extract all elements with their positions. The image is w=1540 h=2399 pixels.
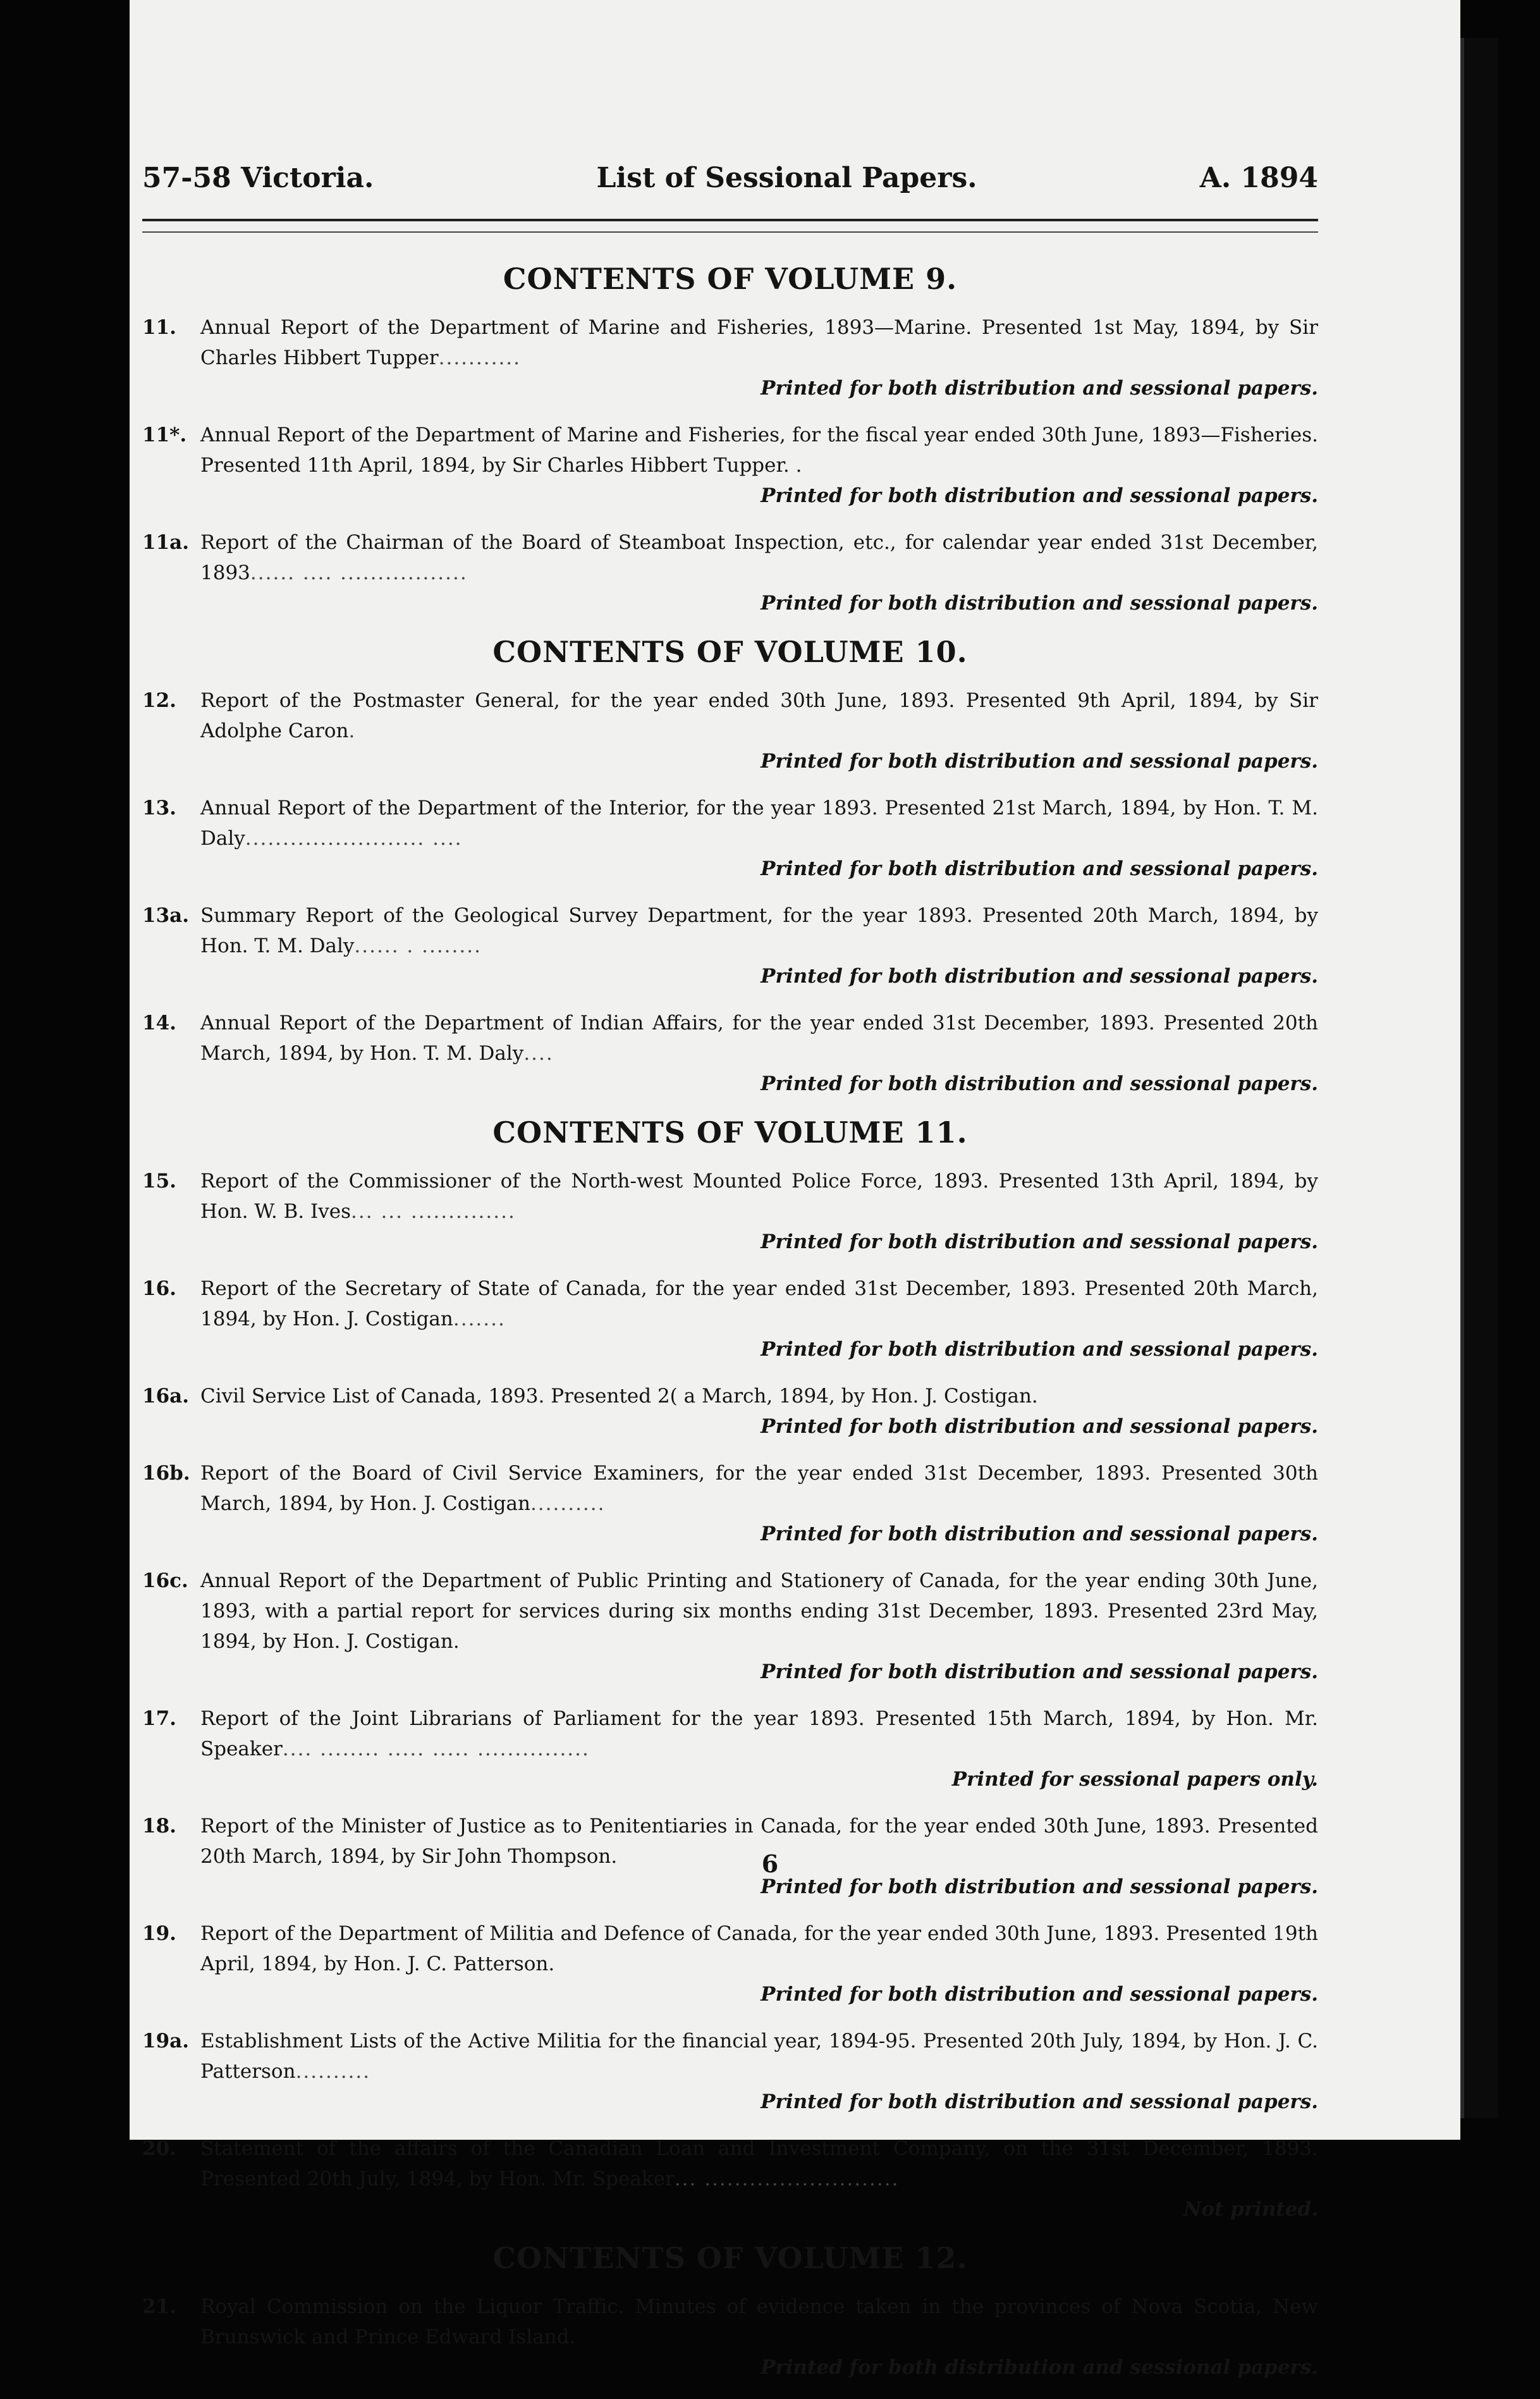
dot-leader: ...... . ........ — [354, 935, 482, 957]
dot-leader: ...... .... ................. — [250, 561, 468, 584]
printing-note: Not printed. — [1183, 2198, 1318, 2221]
paper-entry — [142, 1703, 1318, 1795]
volume-heading: CONTENTS OF VOLUME 10. — [492, 635, 968, 669]
paper-number: 16a. — [142, 1385, 190, 1408]
printing-note: Printed for both distribution and sessional papers. — [761, 1230, 1318, 1253]
dot-leader: ... .......................... — [674, 2168, 900, 2190]
printing-note: Printed for both distribution and sessional papers. — [761, 1338, 1318, 1361]
paper-entry — [142, 420, 1318, 511]
paper-entry — [142, 2292, 1318, 2383]
header-rule — [142, 219, 1318, 233]
paper-description-block — [200, 1458, 1318, 1549]
paper-number: 11. — [142, 316, 176, 339]
paper-description: Report of the Postmaster General, for the year ended 30th June, 1893. Presented 9th April, 1894, by Sir Adolphe Caron — [200, 689, 1318, 742]
contents-body — [142, 253, 1318, 2399]
volume-heading: CONTENTS OF VOLUME 9. — [503, 262, 958, 296]
paper-entry — [142, 1566, 1318, 1687]
paper-description: Annual Report of the Department of Public Printing and Stationery of Canada, for the year ending 30th June, 1893, with a partial report for services during six months ending 31st December, 1893. Presented 23rd May, 1894, by Hon. J. Costigan. — [200, 1569, 1318, 1653]
paper-description-block — [200, 420, 1318, 511]
printing-note: Printed for both distribution and sessional papers. — [761, 750, 1318, 773]
paper-number: 16c. — [142, 1569, 188, 1592]
paper-number: 19a. — [142, 2030, 190, 2052]
paper-number: 16. — [142, 1277, 176, 1300]
paper-number: 13a. — [142, 904, 190, 927]
dot-leader: .... ........ ..... ..... ............... — [282, 1738, 590, 1760]
printing-note: Printed for both distribution and sessional papers. — [761, 1072, 1318, 1095]
dot-leader: ....... — [453, 1308, 506, 1330]
paper-description: Report of the Commissioner of the North-west Mounted Police Force, 1893. Presented 13th April, 1894, by Hon. W. B. Ives — [200, 1170, 1318, 1223]
paper-description-block — [200, 1918, 1318, 2009]
paper-description-block — [200, 527, 1318, 618]
paper-description-block — [200, 1703, 1318, 1795]
paper-entry — [142, 1381, 1318, 1442]
paper-description: Report of the Secretary of State of Canada, for the year ended 31st December, 1893. Presented 20th March, 1894, by Hon. J. Costigan — [200, 1277, 1318, 1330]
paper-entry — [142, 2133, 1318, 2224]
printing-note: Printed for both distribution and sessional papers. — [761, 1415, 1318, 1438]
dot-leader: .......... — [530, 1492, 606, 1515]
paper-description-block — [200, 1273, 1318, 1365]
paper-description: Statement of the affairs of the Canadian Loan and Investment Company, on the 31st December, 1893. Presented 20th July, 1894, by Hon. Mr. Speaker — [200, 2137, 1318, 2190]
printing-note: Printed for both distribution and sessional papers. — [761, 1983, 1318, 2006]
printing-note: Printed for both distribution and sessional papers. — [761, 1660, 1318, 1683]
paper-description: Annual Report of the Department of Indian Affairs, for the year ended 31st December, 1893. Presented 20th March, 1894, by Hon. T. M. Daly — [200, 1012, 1318, 1065]
paper-entry — [142, 2026, 1318, 2117]
paper-description-block — [200, 1008, 1318, 1099]
paper-number: 14. — [142, 1012, 176, 1034]
printing-note: Printed for both distribution and sessional papers. — [761, 592, 1318, 615]
dot-leader: ... ... .............. — [351, 1200, 516, 1223]
paper-number: 11*. — [142, 424, 187, 446]
paper-description-block — [200, 793, 1318, 884]
paper-description: Summary Report of the Geological Survey Department, for the year 1893. Presented 20th March, 1894, by Hon. T. M. Daly — [200, 904, 1318, 957]
paper-description: Report of the Department of Militia and Defence of Canada, for the year ended 30th June, 1893. Presented 19th April, 1894, by Hon. J. C. Patterson. — [200, 1922, 1318, 1975]
paper-number: 18. — [142, 1815, 176, 1838]
dot-leader: .......... — [295, 2060, 371, 2083]
paper-description: Annual Report of the Department of Marine and Fisheries, for the fiscal year ended 30th June, 1893—Fisheries. Presented 11th April, 1894, by Sir Charles Hibbert Tupper. . — [200, 424, 1318, 477]
printing-note: Printed for both distribution and sessional papers. — [761, 1523, 1318, 1545]
paper-entry — [142, 1273, 1318, 1365]
paper-number: 16b. — [142, 1462, 190, 1485]
paper-number: 17. — [142, 1707, 176, 1730]
page-number: 6 — [761, 1850, 779, 1878]
dot-leader: ........... — [438, 347, 522, 369]
paper-description-block — [200, 1381, 1318, 1442]
volume-heading: CONTENTS OF VOLUME 12. — [492, 2241, 968, 2275]
paper-entry — [142, 793, 1318, 884]
paper-description-block — [200, 685, 1318, 776]
paper-number: 19. — [142, 1922, 176, 1945]
dot-leader: . — [348, 720, 357, 742]
header-year: A. 1894 — [1199, 162, 1318, 194]
paper-description-block — [200, 312, 1318, 403]
paper-description: Royal Commission on the Liquor Traffic. Minutes of evidence taken in the provinces of Nova Scotia, New Brunswick and Prince Edward Island. — [200, 2295, 1318, 2348]
paper-entry — [142, 1166, 1318, 1257]
paper-description-block — [200, 900, 1318, 991]
paper-description-block — [200, 1166, 1318, 1257]
page-header — [142, 162, 1318, 194]
paper-entry — [142, 685, 1318, 776]
printing-note: Printed for sessional papers only. — [951, 1768, 1318, 1791]
paper-number: 20. — [142, 2137, 176, 2160]
paper-description: Annual Report of the Department of the Interior, for the year 1893. Presented 21st March, 1894, by Hon. T. M. Daly — [200, 797, 1318, 850]
paper-description: Report of the Minister of Justice as to Penitentiaries in Canada, for the year ended 30th June, 1893. Presented 20th March, 1894, by Sir John Thompson. — [200, 1815, 1318, 1868]
printing-note: Printed for both distribution and sessional papers. — [761, 965, 1318, 988]
volume-heading: CONTENTS OF VOLUME 11. — [492, 1115, 968, 1150]
paper-number: 12. — [142, 689, 176, 712]
paper-description: Civil Service List of Canada, 1893. Presented 2( a March, 1894, by Hon. J. Costigan. — [200, 1385, 1038, 1408]
paper-entry — [142, 527, 1318, 618]
paper-description-block — [200, 2026, 1318, 2117]
paper-number: 15. — [142, 1170, 176, 1193]
paper-description-block — [200, 1566, 1318, 1687]
printing-note: Printed for both distribution and sessional papers. — [761, 484, 1318, 507]
paper-description: Report of the Board of Civil Service Examiners, for the year ended 31st December, 1893. Presented 30th March, 1894, by Hon. J. Costigan — [200, 1462, 1318, 1515]
printing-note: Printed for both distribution and sessional papers. — [761, 2356, 1318, 2379]
paper-entry — [142, 1458, 1318, 1549]
printing-note: Printed for both distribution and sessional papers. — [761, 2090, 1318, 2113]
book-binding-edge — [1460, 38, 1498, 2118]
paper-number: 13. — [142, 797, 176, 819]
header-title: List of Sessional Papers. — [596, 162, 977, 194]
dot-leader: ........................ .... — [245, 827, 463, 850]
printing-note: Printed for both distribution and sessional papers. — [761, 1875, 1318, 1898]
paper-entry — [142, 312, 1318, 403]
paper-entry — [142, 1918, 1318, 2009]
paper-description-block — [200, 2133, 1318, 2224]
paper-description-block — [200, 2292, 1318, 2383]
paper-entry — [142, 1008, 1318, 1099]
paper-entry — [142, 900, 1318, 991]
paper-number: 11a. — [142, 531, 190, 554]
paper-description: Report of the Joint Librarians of Parliament for the year 1893. Presented 15th March, 1894, by Hon. Mr. Speaker — [200, 1707, 1318, 1760]
dot-leader: .... — [523, 1042, 554, 1065]
paper-description: Report of the Chairman of the Board of Steamboat Inspection, etc., for calendar year ended 31st December, 1893 — [200, 531, 1318, 584]
paper-description: Annual Report of the Department of Marine and Fisheries, 1893—Marine. Presented 1st May, 1894, by Sir Charles Hibbert Tupper — [200, 316, 1318, 369]
printing-note: Printed for both distribution and sessional papers. — [761, 377, 1318, 400]
paper-description: Establishment Lists of the Active Militia for the financial year, 1894-95. Presented 20th July, 1894, by Hon. J. C. Patterson — [200, 2030, 1318, 2083]
header-session: 57-58 Victoria. — [142, 162, 374, 194]
paper-number: 21. — [142, 2295, 176, 2318]
printing-note: Printed for both distribution and sessional papers. — [761, 857, 1318, 880]
